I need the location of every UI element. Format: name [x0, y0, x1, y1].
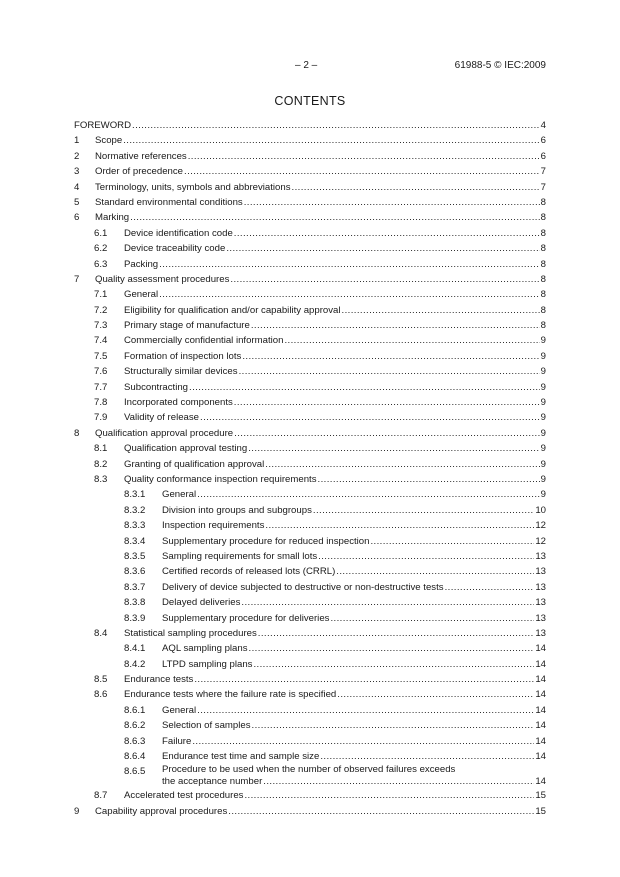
dot-leader: [253, 657, 534, 672]
toc-entry: [74, 687, 546, 702]
dot-leader: [226, 241, 539, 256]
toc-entry-label: Supplementary procedure for reduced inspection: [162, 535, 370, 547]
toc-entry-number: 7.5: [94, 350, 108, 362]
toc-entry: [74, 734, 546, 749]
toc-entry-page: 6: [540, 150, 546, 162]
toc-entry-page: 8: [540, 243, 546, 255]
toc-entry-label: Quality conformance inspection requirements: [124, 473, 317, 485]
toc-entry-label: Supplementary procedure for deliveries: [162, 612, 330, 624]
toc-entry-page: 13: [535, 597, 546, 609]
toc-entry-number: 7: [74, 273, 80, 285]
toc-entry-number: 8.3.2: [124, 504, 146, 516]
toc-entry-page: 4: [540, 120, 546, 131]
toc-entry: [74, 657, 546, 672]
toc-entry: [74, 226, 546, 241]
toc-entry-number: 8.6.2: [124, 720, 146, 732]
toc-entry-label: Marking: [95, 212, 130, 224]
dot-leader: [184, 164, 540, 179]
toc-entry-number: 8.6.1: [124, 704, 146, 716]
toc-entry: [74, 287, 546, 302]
toc-entry: [74, 472, 546, 487]
dot-leader: [248, 441, 539, 456]
toc-entry-label: FOREWORD: [74, 120, 132, 131]
toc-entry: [74, 564, 546, 579]
table-of-contents: [74, 118, 546, 819]
dot-leader: [159, 257, 540, 272]
toc-entry-number: 7.1: [94, 289, 108, 301]
dot-leader: [159, 287, 540, 302]
toc-entry-number: 7.8: [94, 397, 108, 409]
toc-entry-page: 9: [540, 350, 546, 362]
toc-entry: [74, 611, 546, 626]
toc-entry: [74, 703, 546, 718]
dot-leader: [265, 518, 534, 533]
toc-entry-number: 8.5: [94, 674, 108, 686]
dot-leader: [318, 472, 540, 487]
toc-entry-page: 8: [540, 273, 546, 285]
toc-entry-label-continued: the acceptance number: [162, 776, 263, 788]
toc-entry-number: 8.3.9: [124, 612, 146, 624]
dot-leader: [234, 395, 540, 410]
toc-entry-page: 6: [540, 135, 546, 147]
toc-entry-label: Normative references: [95, 150, 187, 162]
dot-leader: [318, 549, 534, 564]
toc-entry: [74, 349, 546, 364]
toc-entry: [74, 118, 546, 133]
toc-entry: [74, 180, 546, 195]
toc-entry-label: Endurance tests: [124, 674, 194, 686]
toc-entry-number: 1: [74, 135, 80, 147]
toc-entry-page: 9: [540, 397, 546, 409]
toc-entry-number: 8.4.1: [124, 643, 146, 655]
dot-leader: [252, 718, 535, 733]
toc-entry: [74, 749, 546, 764]
dot-leader: [194, 672, 534, 687]
toc-entry-number: 8.6.3: [124, 735, 146, 747]
toc-entry-label: Incorporated components: [124, 397, 233, 409]
toc-entry: [74, 457, 546, 472]
toc-entry-page: 9: [540, 412, 546, 424]
toc-entry-label: Selection of samples: [162, 720, 251, 732]
dot-leader: [130, 210, 540, 225]
toc-entry: [74, 788, 546, 803]
toc-entry-number: 7.3: [94, 320, 108, 332]
toc-entry: [74, 534, 546, 549]
toc-entry-label: Scope: [95, 135, 123, 147]
toc-entry-number: 5: [74, 196, 80, 208]
toc-entry-label: General: [162, 704, 197, 716]
toc-entry-page: 9: [540, 458, 546, 470]
toc-entry-page: 14: [535, 674, 546, 686]
toc-entry-number: 7.2: [94, 304, 108, 316]
toc-entry-page: 9: [540, 381, 546, 393]
dot-leader: [251, 318, 540, 333]
dot-leader: [292, 180, 540, 195]
toc-entry-label: General: [124, 289, 159, 301]
toc-entry-number: 7.9: [94, 412, 108, 424]
toc-entry: [74, 380, 546, 395]
dot-leader: [132, 118, 540, 133]
toc-entry-label: Eligibility for qualification and/or capability approval: [124, 304, 341, 316]
toc-entry: [74, 426, 546, 441]
toc-entry-number: 8.2: [94, 458, 108, 470]
toc-entry-label: Sampling requirements for small lots: [162, 550, 318, 562]
toc-entry: [74, 364, 546, 379]
toc-entry-number: 8.7: [94, 790, 108, 802]
toc-entry-label: Structurally similar devices: [124, 366, 238, 378]
toc-entry-label: Subcontracting: [124, 381, 188, 393]
toc-entry-page: 14: [535, 643, 546, 655]
toc-entry: [74, 626, 546, 641]
contents-title: CONTENTS: [274, 94, 346, 108]
toc-entry-label: Formation of inspection lots: [124, 350, 242, 362]
toc-entry-page: 14: [535, 720, 546, 732]
toc-entry-label: AQL sampling plans: [162, 643, 248, 655]
page-number: – 2 –: [295, 60, 318, 71]
toc-entry-number: 3: [74, 166, 80, 178]
toc-entry: [74, 487, 546, 502]
toc-entry-number: 7.6: [94, 366, 108, 378]
toc-entry-page: 9: [540, 473, 546, 485]
dot-leader: [234, 226, 540, 241]
dot-leader: [445, 580, 535, 595]
toc-entry: [74, 303, 546, 318]
toc-entry-label: Terminology, units, symbols and abbreviations: [95, 181, 291, 193]
toc-entry-label: Endurance test time and sample size: [162, 751, 320, 763]
toc-entry-number: 8.3.8: [124, 597, 146, 609]
toc-entry-number: 6.3: [94, 258, 108, 270]
toc-entry: [74, 641, 546, 656]
dot-leader: [336, 564, 534, 579]
toc-entry-number: 2: [74, 150, 80, 162]
toc-entry-page: 14: [535, 704, 546, 716]
toc-entry-page: 8: [540, 304, 546, 316]
dot-leader: [242, 349, 539, 364]
toc-entry: [74, 410, 546, 425]
toc-entry: [74, 441, 546, 456]
toc-entry-label: Primary stage of manufacture: [124, 320, 250, 332]
toc-entry-page: 14: [535, 751, 546, 763]
dot-leader: [244, 788, 534, 803]
toc-entry-label: Quality assessment procedures: [95, 273, 230, 285]
toc-entry-page: 8: [540, 320, 546, 332]
toc-entry-number: 8.3.6: [124, 566, 146, 578]
dot-leader: [258, 626, 535, 641]
toc-entry-page: 8: [540, 196, 546, 208]
toc-entry-label: Failure: [162, 735, 192, 747]
toc-entry-page: 9: [540, 489, 546, 501]
toc-entry: [74, 580, 546, 595]
dot-leader: [337, 687, 534, 702]
toc-entry-page: 14: [535, 776, 546, 788]
toc-entry: [74, 549, 546, 564]
toc-entry-page: 12: [535, 520, 546, 532]
toc-entry: [74, 518, 546, 533]
toc-entry-page: 8: [540, 258, 546, 270]
toc-entry-label: Packing: [124, 258, 159, 270]
toc-entry: [74, 595, 546, 610]
toc-entry-number: 8.3.7: [124, 581, 146, 593]
toc-entry-number: 8: [74, 427, 80, 439]
toc-entry-label: Inspection requirements: [162, 520, 265, 532]
toc-entry-page: 7: [540, 166, 546, 178]
dot-leader: [234, 426, 540, 441]
toc-entry-number: 7.7: [94, 381, 108, 393]
toc-entry-number: 4: [74, 181, 80, 193]
toc-entry: [74, 149, 546, 164]
dot-leader: [230, 272, 539, 287]
toc-entry-page: 7: [540, 181, 546, 193]
dot-leader: [239, 364, 540, 379]
toc-entry-page: 10: [535, 504, 546, 516]
toc-entry-label: Statistical sampling procedures: [124, 627, 257, 639]
dot-leader: [192, 734, 534, 749]
toc-entry-label: Qualification approval procedure: [95, 427, 234, 439]
toc-entry: [74, 395, 546, 410]
toc-entry-number: 6: [74, 212, 80, 224]
toc-entry-number: 8.3.3: [124, 520, 146, 532]
toc-entry-label: Accelerated test procedures: [124, 790, 244, 802]
toc-entry-number: 9: [74, 805, 80, 817]
dot-leader: [200, 410, 540, 425]
toc-entry-page: 15: [535, 805, 546, 817]
toc-entry: [74, 241, 546, 256]
toc-entry-number: 8.3.1: [124, 489, 146, 501]
dot-leader: [313, 503, 534, 518]
toc-entry-page: 9: [540, 335, 546, 347]
toc-entry-label: Device identification code: [124, 227, 233, 239]
document-reference: 61988-5 © IEC:2009: [454, 60, 546, 71]
dot-leader: [189, 380, 540, 395]
toc-entry-number: 6.1: [94, 227, 108, 239]
toc-entry-page: 13: [535, 627, 546, 639]
toc-entry-label: Procedure to be used when the number of observed failures exceeds: [162, 764, 456, 776]
dot-leader: [197, 703, 534, 718]
dot-leader: [263, 776, 534, 788]
toc-entry-label: Device traceability code: [124, 243, 226, 255]
toc-entry-number: 8.3.5: [124, 550, 146, 562]
toc-entry-number: 7.4: [94, 335, 108, 347]
toc-entry: [74, 764, 546, 788]
toc-entry-number: 8.4: [94, 627, 108, 639]
dot-leader: [228, 804, 534, 819]
toc-entry-page: 9: [540, 366, 546, 378]
dot-leader: [188, 149, 540, 164]
dot-leader: [284, 333, 539, 348]
toc-entry-label: General: [162, 489, 197, 501]
toc-entry-label: Endurance tests where the failure rate is specified: [124, 689, 337, 701]
toc-entry-number: 8.3: [94, 473, 108, 485]
toc-entry: [74, 804, 546, 819]
dot-leader: [244, 195, 540, 210]
toc-entry-label: Validity of release: [124, 412, 200, 424]
toc-entry: [74, 503, 546, 518]
toc-entry-page: 13: [535, 581, 546, 593]
toc-entry-label: Division into groups and subgroups: [162, 504, 312, 516]
toc-entry: [74, 318, 546, 333]
toc-entry-page: 9: [540, 427, 546, 439]
toc-entry-number: 8.1: [94, 443, 108, 455]
toc-entry-number: 8.6.4: [124, 751, 146, 763]
dot-leader: [241, 595, 534, 610]
dot-leader: [370, 534, 534, 549]
dot-leader: [197, 487, 540, 502]
dot-leader: [249, 641, 535, 656]
toc-entry-label: Granting of qualification approval: [124, 458, 265, 470]
toc-entry-number: 8.6: [94, 689, 108, 701]
dot-leader: [265, 457, 539, 472]
toc-entry-label: Delayed deliveries: [162, 597, 241, 609]
toc-entry: [74, 333, 546, 348]
toc-entry-number: 6.2: [94, 243, 108, 255]
toc-entry-label: Capability approval procedures: [95, 805, 228, 817]
toc-entry-number: 8.3.4: [124, 535, 146, 547]
toc-entry-label: Qualification approval testing: [124, 443, 248, 455]
toc-entry-page: 8: [540, 212, 546, 224]
toc-entry-label: Commercially confidential information: [124, 335, 284, 347]
toc-entry-page: 13: [535, 566, 546, 578]
toc-entry: [74, 195, 546, 210]
dot-leader: [342, 303, 540, 318]
toc-entry: [74, 164, 546, 179]
toc-entry-label: Standard environmental conditions: [95, 196, 243, 208]
page-header: [0, 60, 620, 76]
toc-entry-page: 14: [535, 658, 546, 670]
toc-entry-label: Certified records of released lots (CRRL): [162, 566, 336, 578]
toc-entry-page: 8: [540, 227, 546, 239]
dot-leader: [330, 611, 534, 626]
toc-entry-page: 13: [535, 612, 546, 624]
toc-entry: [74, 257, 546, 272]
toc-entry-page: 14: [535, 689, 546, 701]
toc-entry: [74, 133, 546, 148]
toc-entry-label: Order of precedence: [95, 166, 183, 178]
toc-entry-label: Delivery of device subjected to destructive or non-destructive tests: [162, 581, 444, 593]
toc-entry-page: 8: [540, 289, 546, 301]
dot-leader: [320, 749, 534, 764]
toc-entry: [74, 718, 546, 733]
toc-entry-page: 13: [535, 550, 546, 562]
toc-entry-page: 14: [535, 735, 546, 747]
toc-entry: [74, 272, 546, 287]
toc-entry-label: LTPD sampling plans: [162, 658, 253, 670]
toc-entry: [74, 210, 546, 225]
dot-leader: [123, 133, 539, 148]
toc-entry-number: 8.6.5: [124, 766, 146, 778]
toc-entry: [74, 672, 546, 687]
toc-entry-number: 8.4.2: [124, 658, 146, 670]
toc-entry-page: 12: [535, 535, 546, 547]
toc-entry-page: 9: [540, 443, 546, 455]
toc-entry-page: 15: [535, 790, 546, 802]
